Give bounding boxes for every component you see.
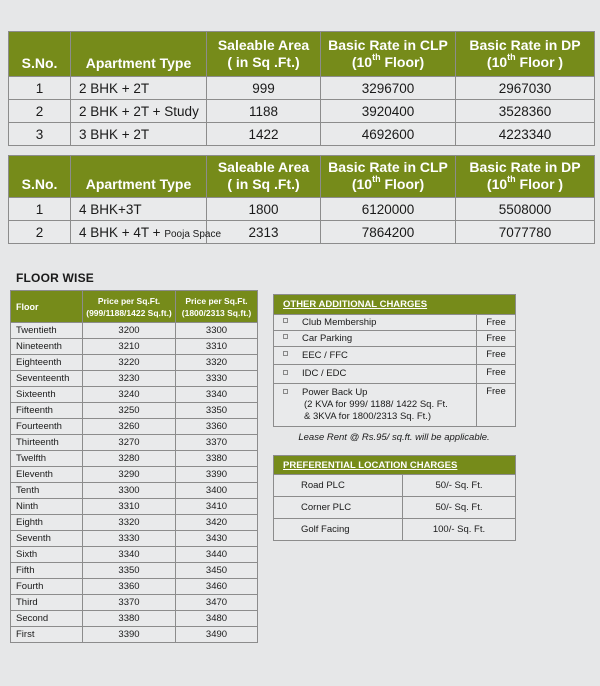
cell-area: 1188 — [207, 100, 321, 123]
floor-name: Eighth — [11, 515, 83, 531]
table-row — [11, 339, 258, 355]
header-floor: Floor — [11, 291, 83, 323]
table-header-row — [9, 156, 595, 198]
price-large: 3330 — [176, 371, 258, 387]
price-large: 3340 — [176, 387, 258, 403]
table-row — [11, 515, 258, 531]
table-row — [11, 403, 258, 419]
floor-name: Twentieth — [11, 323, 83, 339]
price-large: 3310 — [176, 339, 258, 355]
table-header-row — [11, 291, 258, 323]
floor-name: Seventeenth — [11, 371, 83, 387]
table-row — [11, 451, 258, 467]
cell-clp: 3920400 — [321, 100, 456, 123]
charge-label: IDC / EDC — [274, 365, 477, 384]
cell-type: 4 BHK+3T — [71, 198, 207, 221]
price-table-4bhk — [8, 155, 595, 244]
price-small: 3350 — [83, 563, 176, 579]
header-apartment-type: Apartment Type — [71, 32, 207, 77]
table-row — [11, 627, 258, 643]
cell-dp: 7077780 — [456, 221, 595, 244]
price-large: 3420 — [176, 515, 258, 531]
cell-type: 2 BHK + 2T + Study — [71, 100, 207, 123]
header-sno: S.No. — [9, 156, 71, 198]
table-row — [11, 579, 258, 595]
price-small: 3220 — [83, 355, 176, 371]
charge-label: Club Membership — [274, 315, 477, 331]
bullet-square-icon — [283, 318, 288, 323]
table-row — [11, 611, 258, 627]
table-row — [11, 467, 258, 483]
price-small: 3360 — [83, 579, 176, 595]
charge-value: Free — [477, 347, 516, 365]
header-saleable-area: Saleable Area ( in Sq .Ft.) — [207, 156, 321, 198]
price-small: 3390 — [83, 627, 176, 643]
cell-sno: 1 — [9, 198, 71, 221]
price-large: 3490 — [176, 627, 258, 643]
cell-type: 2 BHK + 2T — [71, 77, 207, 100]
additional-charges-title: OTHER ADDITIONAL CHARGES — [274, 295, 516, 315]
price-large: 3350 — [176, 403, 258, 419]
floor-wise-title: FLOOR WISE — [16, 271, 94, 285]
price-small: 3320 — [83, 515, 176, 531]
bullet-square-icon — [283, 351, 288, 356]
cell-area: 1422 — [207, 123, 321, 146]
header-dp-rate: Basic Rate in DP (10th Floor ) — [456, 32, 595, 77]
plc-title: PREFERENTIAL LOCATION CHARGES — [274, 456, 516, 475]
table-row — [9, 100, 595, 123]
table-row — [11, 355, 258, 371]
cell-clp: 3296700 — [321, 77, 456, 100]
charge-value: Free — [477, 331, 516, 347]
cell-area: 1800 — [207, 198, 321, 221]
table-header-row — [274, 295, 516, 315]
header-clp-rate: Basic Rate in CLP (10th Floor) — [321, 32, 456, 77]
price-small: 3250 — [83, 403, 176, 419]
floor-name: Tenth — [11, 483, 83, 499]
charge-value: Free — [477, 365, 516, 384]
floor-name: Fifth — [11, 563, 83, 579]
header-clp-rate: Basic Rate in CLP (10th Floor) — [321, 156, 456, 198]
cell-clp: 7864200 — [321, 221, 456, 244]
price-large: 3440 — [176, 547, 258, 563]
header-price-small: Price per Sq.Ft. (999/1188/1422 Sq.ft.) — [83, 291, 176, 323]
bullet-square-icon — [283, 334, 288, 339]
charge-label: Car Parking — [274, 331, 477, 347]
price-large: 3320 — [176, 355, 258, 371]
table-row — [11, 371, 258, 387]
table-row — [11, 419, 258, 435]
price-large: 3480 — [176, 611, 258, 627]
table-row — [9, 123, 595, 146]
plc-value: 50/- Sq. Ft. — [403, 475, 516, 497]
table-header-row — [274, 456, 516, 475]
header-saleable-area: Saleable Area ( in Sq .Ft.) — [207, 32, 321, 77]
price-large: 3360 — [176, 419, 258, 435]
table-row — [11, 323, 258, 339]
floor-wise-body — [11, 323, 258, 643]
table-row — [274, 475, 516, 497]
table-row — [11, 595, 258, 611]
bullet-square-icon — [283, 389, 288, 394]
floor-name: First — [11, 627, 83, 643]
price-large: 3450 — [176, 563, 258, 579]
price-small: 3340 — [83, 547, 176, 563]
table-row — [11, 387, 258, 403]
floor-wise-table — [10, 290, 258, 643]
floor-name: Fourteenth — [11, 419, 83, 435]
floor-name: Ninth — [11, 499, 83, 515]
cell-sno: 2 — [9, 100, 71, 123]
cell-clp: 4692600 — [321, 123, 456, 146]
price-small: 3270 — [83, 435, 176, 451]
price-small: 3260 — [83, 419, 176, 435]
table-row — [274, 384, 516, 427]
plc-value: 100/- Sq. Ft. — [403, 519, 516, 541]
cell-sno: 3 — [9, 123, 71, 146]
table-row — [274, 315, 516, 331]
price-large: 3430 — [176, 531, 258, 547]
price-large: 3300 — [176, 323, 258, 339]
cell-area: 2313 — [207, 221, 321, 244]
table-row — [274, 365, 516, 384]
additional-charges-table — [273, 294, 516, 427]
plc-label: Corner PLC — [274, 497, 403, 519]
price-small: 3370 — [83, 595, 176, 611]
cell-clp: 6120000 — [321, 198, 456, 221]
price-large: 3370 — [176, 435, 258, 451]
table-row — [11, 483, 258, 499]
plc-value: 50/- Sq. Ft. — [403, 497, 516, 519]
price-small: 3380 — [83, 611, 176, 627]
table-row — [274, 497, 516, 519]
price-table-2-3bhk — [8, 31, 595, 146]
floor-name: Sixteenth — [11, 387, 83, 403]
header-price-large: Price per Sq.Ft. (1800/2313 Sq.ft.) — [176, 291, 258, 323]
price-small: 3230 — [83, 371, 176, 387]
table-row — [11, 435, 258, 451]
floor-name: Seventh — [11, 531, 83, 547]
charge-label: EEC / FFC — [274, 347, 477, 365]
header-dp-rate: Basic Rate in DP (10th Floor ) — [456, 156, 595, 198]
cell-dp: 4223340 — [456, 123, 595, 146]
cell-dp: 2967030 — [456, 77, 595, 100]
charge-value: Free — [477, 315, 516, 331]
price-small: 3300 — [83, 483, 176, 499]
table-row — [274, 331, 516, 347]
charge-value: Free — [477, 384, 516, 427]
floor-name: Thirteenth — [11, 435, 83, 451]
price-small: 3240 — [83, 387, 176, 403]
cell-type: 3 BHK + 2T — [71, 123, 207, 146]
price-small: 3330 — [83, 531, 176, 547]
cell-type: 4 BHK + 4T + Pooja Space — [71, 221, 207, 244]
price-large: 3470 — [176, 595, 258, 611]
table-row — [9, 221, 595, 244]
charge-label: Power Back Up (2 KVA for 999/ 1188/ 1422 Sq. Ft. & 3KVA for 1800/2313 Sq. Ft.) — [274, 384, 477, 427]
cell-sno: 2 — [9, 221, 71, 244]
table-row — [9, 198, 595, 221]
header-apartment-type: Apartment Type — [71, 156, 207, 198]
floor-name: Fourth — [11, 579, 83, 595]
cell-sno: 1 — [9, 77, 71, 100]
price-small: 3200 — [83, 323, 176, 339]
table-row — [11, 563, 258, 579]
price-large: 3400 — [176, 483, 258, 499]
cell-dp: 5508000 — [456, 198, 595, 221]
table-row — [9, 77, 595, 100]
price-small: 3280 — [83, 451, 176, 467]
floor-name: Eleventh — [11, 467, 83, 483]
floor-name: Fifteenth — [11, 403, 83, 419]
table-header-row — [9, 32, 595, 77]
table-row — [11, 531, 258, 547]
table-row — [11, 547, 258, 563]
bullet-square-icon — [283, 370, 288, 375]
lease-rent-note: Lease Rent @ Rs.95/ sq.ft. will be applicable. — [298, 432, 490, 443]
header-sno: S.No. — [9, 32, 71, 77]
price-small: 3210 — [83, 339, 176, 355]
floor-name: Twelfth — [11, 451, 83, 467]
price-large: 3410 — [176, 499, 258, 515]
price-small: 3290 — [83, 467, 176, 483]
cell-dp: 3528360 — [456, 100, 595, 123]
floor-name: Third — [11, 595, 83, 611]
floor-name: Nineteenth — [11, 339, 83, 355]
table-row — [11, 499, 258, 515]
plc-table — [273, 455, 516, 541]
floor-name: Second — [11, 611, 83, 627]
price-large: 3390 — [176, 467, 258, 483]
floor-name: Sixth — [11, 547, 83, 563]
cell-area: 999 — [207, 77, 321, 100]
floor-name: Eighteenth — [11, 355, 83, 371]
table-row — [274, 519, 516, 541]
price-small: 3310 — [83, 499, 176, 515]
price-large: 3460 — [176, 579, 258, 595]
plc-label: Road PLC — [274, 475, 403, 497]
plc-label: Golf Facing — [274, 519, 403, 541]
table-row — [274, 347, 516, 365]
price-large: 3380 — [176, 451, 258, 467]
